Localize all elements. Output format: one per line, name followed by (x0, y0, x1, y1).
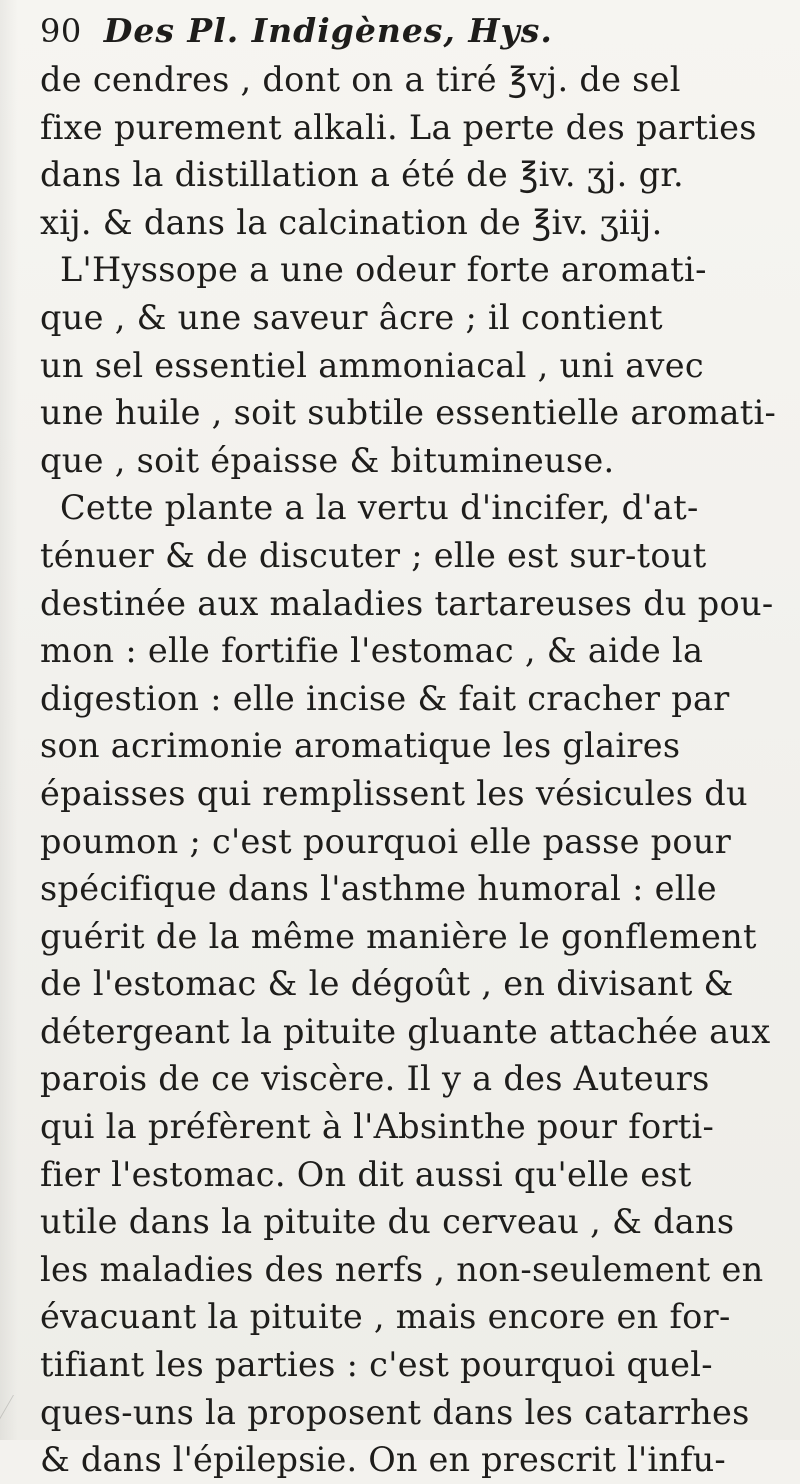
text-line: poumon ; c'est pourquoi elle passe pour (40, 821, 732, 861)
text-line: que , soit épaisse & bitumineuse. (40, 440, 615, 480)
text-line: fier l'estomac. On dit aussi qu'elle est (40, 1154, 692, 1194)
text-line: utile dans la pituite du cerveau , & dans (40, 1202, 735, 1242)
text-line: destinée aux maladies tartareuses du pou- (40, 583, 774, 623)
running-title: Des Pl. Indigènes, Hys. (103, 11, 553, 50)
page-header (40, 6, 792, 56)
page-number: 90 (40, 12, 82, 50)
text-line: dans la distillation a été de ℥iv. ʒj. gr. (40, 155, 684, 195)
paragraph-start-line: L'Hyssope a une odeur forte aromati- (60, 250, 707, 290)
text-line: tifiant les parties : c'est pourquoi quel- (40, 1345, 713, 1385)
text-line: une huile , soit subtile essentielle aromati- (40, 393, 777, 433)
text-line: & dans l'épilepsie. On en prescrit l'infu- (40, 1440, 726, 1480)
text-line: ques-uns la proposent dans les catarrhes (40, 1392, 750, 1432)
text-line: fixe purement alkali. La perte des parties (40, 107, 757, 147)
text-line: que , & une saveur âcre ; il contient (40, 297, 663, 337)
text-line: xij. & dans la calcination de ℥iv. ʒiij. (40, 202, 663, 242)
text-line: détergeant la pituite gluante attachée aux (40, 1011, 771, 1051)
text-line: les maladies des nerfs , non-seulement en (40, 1249, 764, 1289)
text-line: épaisses qui remplissent les vésicules du (40, 773, 748, 813)
text-line: spécifique dans l'asthme humoral : elle (40, 869, 717, 909)
text-line: digestion : elle incise & fait cracher par (40, 678, 730, 718)
text-line: parois de ce viscère. Il y a des Auteurs (40, 1059, 710, 1099)
page-fold-shadow (0, 0, 18, 1440)
text-line: évacuant la pituite , mais encore en for- (40, 1297, 731, 1337)
text-line: son acrimonie aromatique les glaires (40, 726, 681, 766)
text-line: de cendres , dont on a tiré ℥vj. de sel (40, 60, 681, 99)
paragraph-start-line: Cette plante a la vertu d'incifer, d'at- (60, 488, 699, 528)
text-line: qui la préfèrent à l'Absinthe pour forti- (40, 1107, 715, 1147)
text-line: ténuer & de discuter ; elle est sur-tout (40, 535, 707, 575)
text-line: de l'estomac & le dégoût , en divisant & (40, 964, 734, 1004)
text-line: mon : elle fortifie l'estomac , & aide la (40, 631, 704, 671)
text-line: guérit de la même manière le gonflement (40, 916, 757, 956)
page-text (40, 6, 792, 1484)
text-line: un sel essentiel ammoniacal , uni avec (40, 345, 704, 385)
